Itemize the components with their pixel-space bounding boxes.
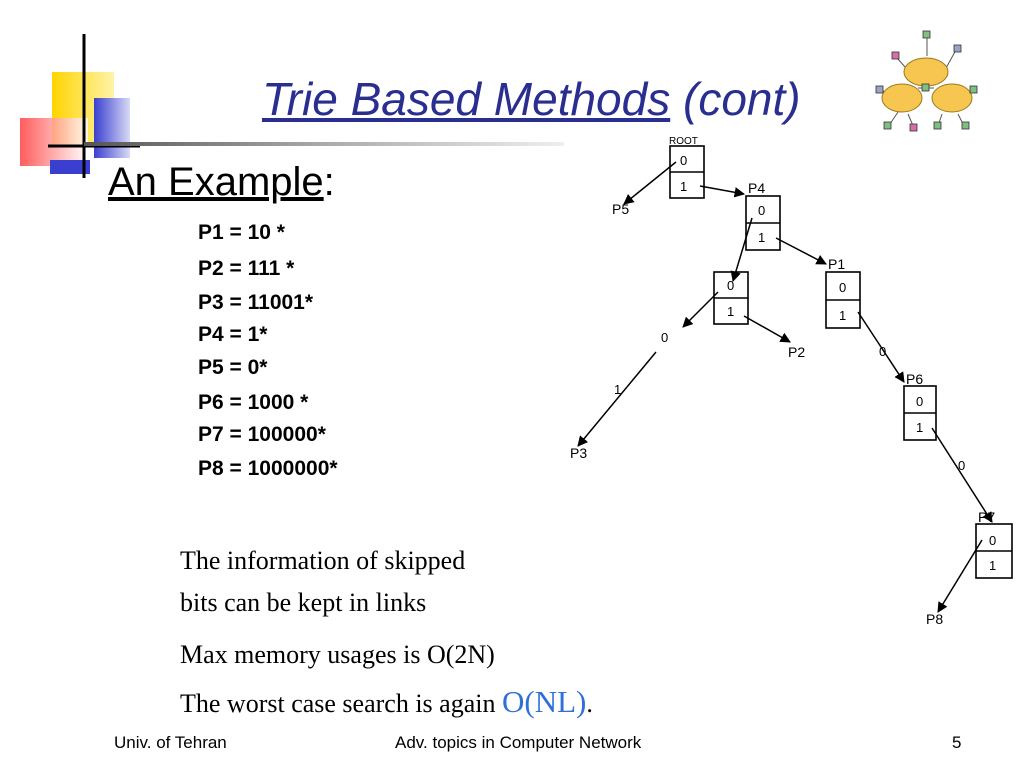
edge-inner-to-p2 — [744, 316, 790, 342]
p1-bit-1: 1 — [839, 308, 847, 323]
prefix-p3: P3 = 11001* — [198, 291, 314, 314]
edge-label-p3-first: 0 — [661, 330, 669, 345]
note-line-4-suffix: . — [586, 689, 593, 718]
p1-bit-0: 0 — [839, 280, 847, 295]
complexity-highlight: O(NL) — [501, 684, 587, 719]
prefix-p5: P5 = 0* — [198, 356, 268, 379]
footer-left: Univ. of Tehran — [114, 733, 227, 752]
leaf-p3: P3 — [570, 445, 588, 461]
edge-root-to-p5 — [624, 162, 676, 204]
prefix-p8: P8 = 1000000* — [198, 457, 338, 480]
prefix-p7: P7 = 100000* — [198, 423, 326, 446]
edge-p6-to-p7 — [932, 428, 992, 522]
edge-label-p6-p7: 0 — [958, 458, 966, 473]
title-suffix: (cont) — [670, 73, 801, 125]
edge-p4-to-p1 — [776, 238, 826, 264]
leaf-p5: P5 — [612, 201, 630, 217]
p6-bit-1: 1 — [916, 420, 924, 435]
prefix-p1: P1 = 10 * — [198, 221, 285, 244]
prefix-p4: P4 = 1* — [198, 323, 268, 346]
p4-bit-0: 0 — [758, 203, 766, 218]
p7-bit-0: 0 — [989, 533, 997, 548]
note-line-3: Max memory usages is O(2N) — [180, 640, 495, 669]
inner-bit-0: 0 — [727, 278, 735, 293]
prefix-p2: P2 = 111 * — [198, 257, 295, 280]
leaf-p8: P8 — [926, 611, 944, 627]
footer-center: Adv. topics in Computer Network — [395, 733, 642, 752]
root-bit-0: 0 — [680, 153, 688, 168]
p6-label: P6 — [906, 371, 924, 387]
edge-p1-to-p6 — [858, 312, 904, 382]
prefix-p6: P6 = 1000 * — [198, 391, 309, 414]
edge-label-p1-p6: 0 — [879, 344, 887, 359]
p7-bit-1: 1 — [989, 558, 997, 573]
root-bit-1: 1 — [680, 179, 688, 194]
heading-colon: : — [323, 160, 335, 204]
note-line-4-prefix: The worst case search is again — [180, 689, 502, 718]
p6-bit-0: 0 — [916, 394, 924, 409]
p7-label: P7 — [978, 509, 996, 525]
p4-label: P4 — [748, 180, 766, 196]
root-label: ROOT — [669, 136, 698, 147]
edge-root-to-p4 — [700, 186, 744, 194]
footer-page-number: 5 — [952, 733, 962, 752]
note-line-2: bits can be kept in links — [180, 588, 427, 617]
edge-label-p3-second: 1 — [614, 382, 622, 397]
edge-inner-to-p3-b — [578, 352, 656, 446]
p4-bit-1: 1 — [758, 230, 766, 245]
note-line-4 — [180, 684, 593, 720]
note-line-1: The information of skipped — [180, 546, 466, 575]
leaf-p2: P2 — [788, 344, 806, 360]
edge-inner-to-p3-a — [683, 292, 718, 327]
title-link[interactable]: Trie Based Methods — [262, 73, 671, 125]
inner-bit-1: 1 — [727, 304, 735, 319]
heading-text: An Example — [108, 160, 324, 204]
p1-label: P1 — [828, 256, 846, 272]
